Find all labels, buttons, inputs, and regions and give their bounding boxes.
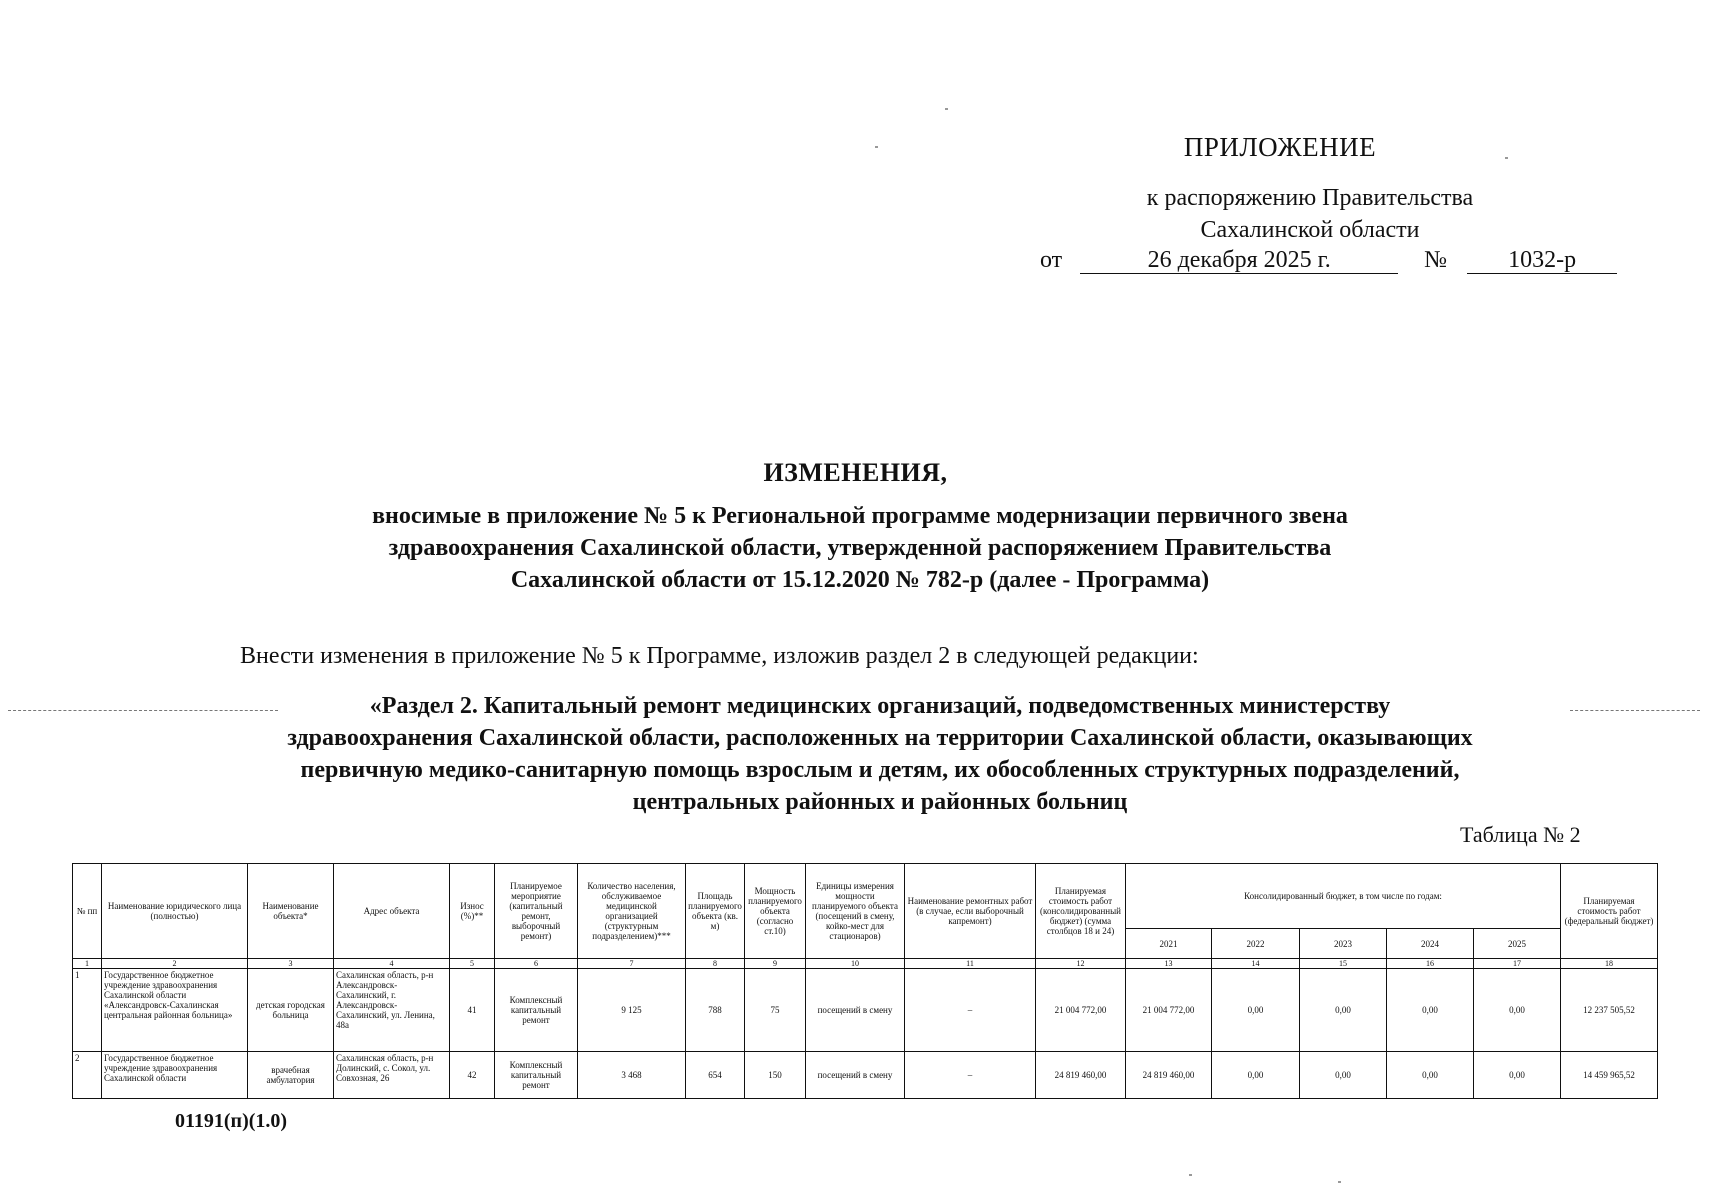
section-title-line: здравоохранения Сахалинской области, расположенных на территории Сахалинской области, оказывающих [287, 725, 1473, 751]
cell-num: 1 [73, 969, 102, 1052]
column-number: 14 [1212, 959, 1300, 969]
from-label: от [1040, 247, 1063, 273]
cell-planned-cost: 24 819 460,00 [1036, 1052, 1126, 1099]
order-date-number [1040, 247, 1617, 274]
header-legal-name: Наименование юридического лица (полностью) [102, 864, 248, 959]
cell-repair-works: – [905, 969, 1036, 1052]
cell-legal-name: Государственное бюджетное учреждение здравоохранения Сахалинской области [102, 1052, 248, 1099]
scan-speck [1505, 157, 1508, 159]
header-num: № пп [73, 864, 102, 959]
column-number: 3 [248, 959, 334, 969]
column-number: 8 [686, 959, 745, 969]
table-row [73, 1052, 1658, 1099]
scan-speck [875, 146, 878, 148]
cell-capacity-units: посещений в смену [806, 1052, 905, 1099]
table-row [73, 969, 1658, 1052]
header-capacity-units: Единицы измерения мощности планируемого объекта (посещений в смену, койко-мест для стационаров) [806, 864, 905, 959]
order-number: 1032-р [1467, 247, 1617, 274]
cell-address: Сахалинская область, р-н Долинский, с. Сокол, ул. Совхозная, 26 [334, 1052, 450, 1099]
cell-year-2021: 21 004 772,00 [1126, 969, 1212, 1052]
column-number: 2 [102, 959, 248, 969]
appendix-reference-line-2: Сахалинской области [1200, 217, 1420, 243]
cell-area: 654 [686, 1052, 745, 1099]
header-object-name: Наименование объекта* [248, 864, 334, 959]
appendix-reference [1100, 182, 1520, 246]
cell-wear: 41 [450, 969, 495, 1052]
number-sign: № [1424, 247, 1448, 273]
cell-object-name: детская городская больница [248, 969, 334, 1052]
column-number: 17 [1474, 959, 1561, 969]
header-planned-cost: Планируемая стоимость работ (консолидированный бюджет) (сумма столбцов 18 и 24) [1036, 864, 1126, 959]
header-year: 2025 [1474, 929, 1561, 959]
column-number: 12 [1036, 959, 1126, 969]
document-title: ИЗМЕНЕНИЯ, [763, 458, 948, 487]
section-title-line: первичную медико-санитарную помощь взрослым и детям, их обособленных структурных подразделений, [300, 757, 1460, 783]
cell-area: 788 [686, 969, 745, 1052]
column-number: 11 [905, 959, 1036, 969]
header-population: Количество населения, обслуживаемое медицинской организацией (структурным подразделением)*** [578, 864, 686, 959]
cell-year-2022: 0,00 [1212, 1052, 1300, 1099]
column-number: 5 [450, 959, 495, 969]
cell-num: 2 [73, 1052, 102, 1099]
header-planned-event: Планируемое мероприятие (капитальный ремонт, выборочный ремонт) [495, 864, 578, 959]
scan-speck [1338, 1181, 1341, 1183]
cell-repair-works: – [905, 1052, 1036, 1099]
subtitle-line: вносимые в приложение № 5 к Региональной программе модернизации первичного звена [372, 503, 1348, 529]
section-title-line: центральных районных и районных больниц [632, 789, 1128, 815]
scan-speck [945, 108, 948, 110]
appendix-reference-line-1: к распоряжению Правительства [1146, 185, 1474, 211]
header-year: 2022 [1212, 929, 1300, 959]
cell-year-2024: 0,00 [1387, 1052, 1474, 1099]
scan-speck [1189, 1174, 1192, 1176]
cell-year-2022: 0,00 [1212, 969, 1300, 1052]
cell-year-2025: 0,00 [1474, 969, 1561, 1052]
cell-population: 9 125 [578, 969, 686, 1052]
cell-capacity: 75 [745, 969, 806, 1052]
cell-capacity-units: посещений в смену [806, 969, 905, 1052]
cell-federal-cost: 14 459 965,52 [1561, 1052, 1658, 1099]
column-number-row [73, 959, 1658, 969]
intro-paragraph: Внести изменения в приложение № 5 к Программе, изложив раздел 2 в следующей редакции: [240, 643, 1199, 669]
appendix-title: ПРИЛОЖЕНИЕ [1183, 132, 1377, 162]
header-year: 2024 [1387, 929, 1474, 959]
column-number: 9 [745, 959, 806, 969]
header-address: Адрес объекта [334, 864, 450, 959]
cell-year-2023: 0,00 [1300, 1052, 1387, 1099]
header-consolidated-budget: Консолидированный бюджет, в том числе по годам: [1126, 864, 1561, 929]
section-title [150, 690, 1610, 818]
cell-year-2024: 0,00 [1387, 969, 1474, 1052]
header-federal-cost: Планируемая стоимость работ (федеральный бюджет) [1561, 864, 1658, 959]
cell-year-2023: 0,00 [1300, 969, 1387, 1052]
column-number: 16 [1387, 959, 1474, 969]
table-label: Таблица № 2 [1460, 822, 1581, 847]
form-code: 01191(п)(1.0) [175, 1110, 288, 1132]
header-wear: Износ (%)** [450, 864, 495, 959]
order-date: 26 декабря 2025 г. [1080, 247, 1398, 274]
header-year: 2023 [1300, 929, 1387, 959]
cell-object-name: врачебная амбулатория [248, 1052, 334, 1099]
section-title-line: «Раздел 2. Капитальный ремонт медицинских организаций, подведомственных министерству [369, 693, 1391, 719]
column-number: 1 [73, 959, 102, 969]
header-year: 2021 [1126, 929, 1212, 959]
column-number: 6 [495, 959, 578, 969]
column-number: 7 [578, 959, 686, 969]
header-repair-works: Наименование ремонтных работ (в случае, если выборочный капремонт) [905, 864, 1036, 959]
column-number: 18 [1561, 959, 1658, 969]
repair-table [72, 863, 1658, 1099]
cell-wear: 42 [450, 1052, 495, 1099]
cell-planned-cost: 21 004 772,00 [1036, 969, 1126, 1052]
table-header-row [73, 864, 1658, 929]
subtitle-line: Сахалинской области от 15.12.2020 № 782-р (далее - Программа) [510, 567, 1210, 593]
cell-legal-name: Государственное бюджетное учреждение здравоохранения Сахалинской области «Александровск-Сахалинская центральная районная больница» [102, 969, 248, 1052]
cell-capacity: 150 [745, 1052, 806, 1099]
cell-address: Сахалинская область, р-н Александровск-Сахалинский, г. Александровск-Сахалинский, ул. Ленина, 48а [334, 969, 450, 1052]
document-subtitle [260, 500, 1460, 596]
cell-planned-event: Комплексный капитальный ремонт [495, 969, 578, 1052]
cell-planned-event: Комплексный капитальный ремонт [495, 1052, 578, 1099]
cell-federal-cost: 12 237 505,52 [1561, 969, 1658, 1052]
subtitle-line: здравоохранения Сахалинской области, утвержденной распоряжением Правительства [388, 535, 1332, 561]
column-number: 13 [1126, 959, 1212, 969]
header-area: Площадь планируемого объекта (кв. м) [686, 864, 745, 959]
cell-year-2025: 0,00 [1474, 1052, 1561, 1099]
cell-population: 3 468 [578, 1052, 686, 1099]
column-number: 15 [1300, 959, 1387, 969]
cell-year-2021: 24 819 460,00 [1126, 1052, 1212, 1099]
column-number: 10 [806, 959, 905, 969]
column-number: 4 [334, 959, 450, 969]
header-capacity: Мощность планируемого объекта (согласно ст.10) [745, 864, 806, 959]
